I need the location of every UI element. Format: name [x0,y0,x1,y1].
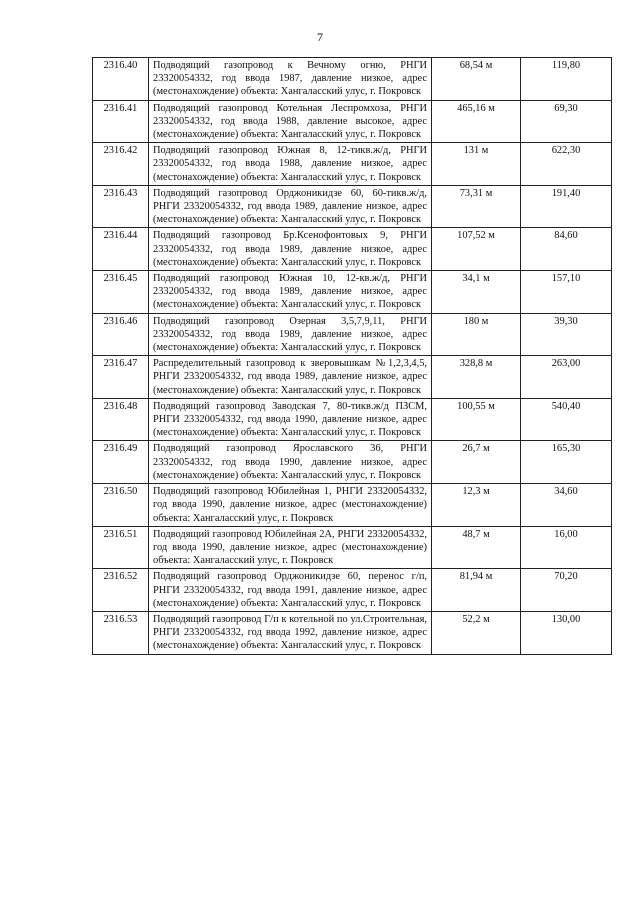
item-number-cell: 2316.52 [93,569,149,612]
table-row [93,58,612,101]
table-row [93,441,612,484]
description-cell: Подводящий газопровод Орджоникидзе 60, перенос г/п, РНГИ 23320054332, год ввода 1991, давление низкое, адрес (местонахождение) объекта: Хангаласский улус, г. Покровск [149,569,432,612]
page-number: 7 [317,30,323,44]
value-cell: 165,30 [521,441,612,484]
description-cell: Подводящий газопровод Ярославского 36, РНГИ 23320054332, год ввода 1990, давление низкое, адрес (местонахождение) объекта: Хангаласский улус, г. Покровск [149,441,432,484]
table-row [93,526,612,569]
value-cell: 69,30 [521,100,612,143]
table-row [93,143,612,186]
description-cell: Подводящий газопровод Юбилейная 1, РНГИ 23320054332, год ввода 1990, давление низкое, адрес (местонахождение) объекта: Хангаласский улус, г. Покровск [149,484,432,527]
length-cell: 52,2 м [432,611,521,654]
item-number-cell: 2316.49 [93,441,149,484]
description-cell: Подводящий газопровод Озерная 3,5,7,9,11, РНГИ 23320054332, год ввода 1989, давление низкое, адрес (местонахождение) объекта: Хангаласский улус, г. Покровск [149,313,432,356]
table-body [93,58,612,655]
item-number-cell: 2316.45 [93,271,149,314]
length-cell: 81,94 м [432,569,521,612]
value-cell: 34,60 [521,484,612,527]
table-row [93,398,612,441]
item-number-cell: 2316.47 [93,356,149,399]
description-cell: Подводящий газопровод Г/п к котельной по ул.Строительная, РНГИ 23320054332, год ввода 1992, давление низкое, адрес (местонахождение) объекта: Хангаласский улус, г. Покровск [149,611,432,654]
value-cell: 130,00 [521,611,612,654]
table-row [93,611,612,654]
length-cell: 131 м [432,143,521,186]
item-number-cell: 2316.41 [93,100,149,143]
length-cell: 180 м [432,313,521,356]
length-cell: 465,16 м [432,100,521,143]
value-cell: 70,20 [521,569,612,612]
length-cell: 12,3 м [432,484,521,527]
table-row [93,228,612,271]
item-number-cell: 2316.44 [93,228,149,271]
length-cell: 107,52 м [432,228,521,271]
length-cell: 100,55 м [432,398,521,441]
description-cell: Распределительный газопровод к зверовышкам №1,2,3,4,5, РНГИ 23320054332, год ввода 1989, давление низкое, адрес (местонахождение) объекта: Хангаласский улус, г. Покровск [149,356,432,399]
length-cell: 26,7 м [432,441,521,484]
length-cell: 73,31 м [432,185,521,228]
table-row [93,271,612,314]
length-cell: 48,7 м [432,526,521,569]
length-cell: 34,1 м [432,271,521,314]
item-number-cell: 2316.42 [93,143,149,186]
value-cell: 84,60 [521,228,612,271]
asset-registry-table [92,57,612,655]
item-number-cell: 2316.46 [93,313,149,356]
item-number-cell: 2316.50 [93,484,149,527]
table-row [93,356,612,399]
value-cell: 191,40 [521,185,612,228]
description-cell: Подводящий газопровод к Вечному огню, РНГИ 23320054332, год ввода 1987, давление низкое, адрес (местонахождение) объекта: Хангаласский улус, г. Покровск [149,58,432,101]
table-row [93,484,612,527]
length-cell: 68,54 м [432,58,521,101]
description-cell: Подводящий газопровод Юбилейная 2А, РНГИ 23320054332, год ввода 1990, давление низкое, адрес (местонахождение) объекта: Хангаласский улус, г. Покровск [149,526,432,569]
value-cell: 540,40 [521,398,612,441]
item-number-cell: 2316.40 [93,58,149,101]
length-cell: 328,8 м [432,356,521,399]
description-cell: Подводящий газопровод Южная 8, 12-тикв.ж/д, РНГИ 23320054332, год ввода 1988, давление низкое, адрес (местонахождение) объекта: Хангаласский улус, г. Покровск [149,143,432,186]
value-cell: 39,30 [521,313,612,356]
item-number-cell: 2316.51 [93,526,149,569]
value-cell: 157,10 [521,271,612,314]
item-number-cell: 2316.43 [93,185,149,228]
table-row [93,100,612,143]
value-cell: 263,00 [521,356,612,399]
table-row [93,185,612,228]
value-cell: 16,00 [521,526,612,569]
value-cell: 119,80 [521,58,612,101]
value-cell: 622,30 [521,143,612,186]
description-cell: Подводящий газопровод Южная 10, 12-кв.ж/д, РНГИ 23320054332, год ввода 1989, давление низкое, адрес (местонахождение) объекта: Хангаласский улус, г. Покровск [149,271,432,314]
item-number-cell: 2316.48 [93,398,149,441]
description-cell: Подводящий газопровод Бр.Ксенофонтовых 9, РНГИ 23320054332, год ввода 1989, давление низкое, адрес (местонахождение) объекта: Хангаласский улус, г. Покровск [149,228,432,271]
table-row [93,569,612,612]
description-cell: Подводящий газопровод Заводская 7, 80-тикв.ж/д ПЗСМ, РНГИ 23320054332, год ввода 1990, давление низкое, адрес (местонахождение) объекта: Хангаласский улус, г. Покровск [149,398,432,441]
description-cell: Подводящий газопровод Котельная Леспромхоза, РНГИ 23320054332, год ввода 1988, давление высокое, адрес (местонахождение) объекта: Хангаласский улус, г. Покровск [149,100,432,143]
table-row [93,313,612,356]
description-cell: Подводящий газопровод Орджоникидзе 60, 60-тикв.ж/д, РНГИ 23320054332, год ввода 1989, давление низкое, адрес (местонахождение) объекта: Хангаласский улус, г. Покровск [149,185,432,228]
item-number-cell: 2316.53 [93,611,149,654]
